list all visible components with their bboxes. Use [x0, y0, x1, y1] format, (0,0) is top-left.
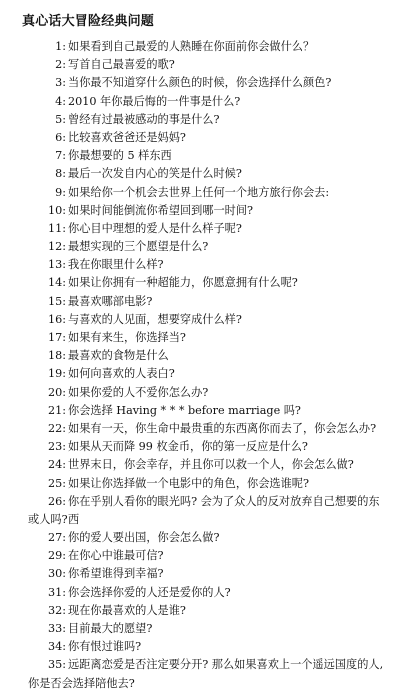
question-text: 你希望谁得到幸福?	[68, 567, 164, 581]
question-item	[0, 602, 400, 620]
question-number: 32:	[47, 603, 66, 617]
question-text: 比较喜欢爸爸还是妈妈?	[68, 130, 186, 144]
question-number: 31:	[47, 585, 66, 599]
question-number: 16:	[47, 312, 66, 326]
question-text: 曾经有过最被感动的事是什么?	[68, 112, 220, 126]
question-number: 27:	[47, 531, 66, 545]
question-item	[0, 638, 400, 656]
question-number: 34:	[47, 640, 66, 654]
question-number: 20:	[47, 385, 66, 399]
question-text: 如果你爱的人不爱你怎么办?	[68, 385, 209, 399]
question-item	[0, 111, 400, 129]
question-item	[0, 93, 400, 111]
question-text: 你最想要的 5 样东西	[68, 149, 172, 163]
question-text-continuation: 或人吗?	[28, 512, 68, 526]
question-text: 2010 年你最后悔的一件事是什么?	[68, 94, 241, 108]
question-text: 我在你眼里什么样?	[68, 258, 164, 272]
question-number: 26:	[47, 494, 66, 508]
question-item	[0, 147, 400, 165]
question-number: 4:	[55, 94, 66, 108]
question-text: 如果时间能倒流你希望回到哪一时间?	[68, 203, 253, 217]
question-number: 35:	[47, 658, 66, 672]
question-text: 你会选择你爱的人还是爱你的人?	[68, 585, 231, 599]
question-text: 最后一次发自内心的笑是什么时候?	[68, 167, 242, 181]
question-item	[0, 347, 400, 365]
question-number: 14:	[47, 276, 66, 290]
question-item	[0, 220, 400, 238]
question-text: 写首自己最喜爱的歌?	[68, 58, 175, 72]
question-item	[0, 129, 400, 147]
question-number: 10:	[47, 203, 66, 217]
question-item	[0, 456, 400, 474]
question-item	[0, 184, 400, 202]
question-text: 远距离恋爱是否注定要分开? 那么如果喜欢上一个遥远国度的人,	[68, 658, 384, 672]
question-text: 如果有一天，你生命中最贵重的东西离你而去了，你会怎么办?	[68, 421, 377, 435]
question-item	[0, 38, 400, 56]
question-item	[0, 311, 400, 329]
question-number: 29:	[47, 549, 66, 563]
question-text-continuation: 你是否会选择陪他去?	[28, 676, 135, 690]
question-item	[0, 165, 400, 183]
question-item	[0, 656, 400, 692]
question-text: 如果给你一个机会去世界上任何一个地方旅行你会去:	[68, 185, 330, 199]
question-text: 你会选择 Having * * * before marriage 吗?	[68, 403, 301, 417]
question-item	[0, 202, 400, 220]
question-text: 你的爱人要出国，你会怎么做?	[68, 531, 220, 545]
question-number: 21:	[47, 403, 66, 417]
question-item	[0, 384, 400, 402]
question-text: 如果让你拥有一种超能力，你愿意拥有什么呢?	[68, 276, 298, 290]
question-item	[0, 584, 400, 602]
question-number: 33:	[47, 622, 66, 636]
question-item	[0, 74, 400, 92]
question-item	[0, 547, 400, 565]
question-number: 24:	[47, 458, 66, 472]
question-number: 6:	[55, 130, 66, 144]
question-text: 如何向喜欢的人表白?	[68, 367, 175, 381]
question-item	[0, 402, 400, 420]
question-number: 25:	[47, 476, 66, 490]
question-number: 15:	[47, 294, 66, 308]
question-item	[0, 565, 400, 583]
question-number: 8:	[55, 167, 66, 181]
question-list	[0, 38, 400, 693]
question-number: 11:	[47, 221, 66, 235]
question-number: 2:	[55, 58, 66, 72]
question-item	[0, 256, 400, 274]
question-number: 3:	[55, 76, 66, 90]
question-item	[0, 620, 400, 638]
document-title: 真心话大冒险经典问题	[22, 14, 155, 29]
question-item	[0, 420, 400, 438]
question-text: 世界末日，你会幸存，并且你可以救一个人，你会怎么做?	[68, 458, 354, 472]
question-item	[0, 365, 400, 383]
question-item	[0, 293, 400, 311]
question-number: 18:	[47, 349, 66, 363]
question-number: 17:	[47, 331, 66, 344]
question-number: 1:	[55, 40, 66, 53]
question-text: 你在乎别人看你的眼光吗? 会为了众人的反对放弃自己想要的东西	[68, 494, 380, 526]
question-text: 你有恨过谁吗?	[68, 640, 142, 654]
question-number: 7:	[55, 149, 66, 163]
question-text: 最想实现的三个愿望是什么?	[68, 240, 209, 254]
question-text: 如果让你选择做一个电影中的角色，你会选谁呢?	[68, 476, 309, 490]
question-text: 与喜欢的人见面，想要穿成什么样?	[68, 312, 242, 326]
question-text: 在你心中谁最可信?	[68, 549, 164, 563]
question-number: 13:	[47, 258, 66, 272]
question-number: 12:	[47, 240, 66, 254]
question-item	[0, 493, 400, 529]
question-text: 如果看到自己最爱的人熟睡在你面前你会做什么？	[68, 40, 315, 53]
question-text: 当你最不知道穿什么颜色的时候，你会选择什么颜色?	[68, 76, 332, 90]
question-item	[0, 329, 400, 347]
question-item	[0, 56, 400, 74]
question-text: 如果从天而降 99 枚金币，你的第一反应是什么?	[68, 440, 308, 454]
question-item	[0, 438, 400, 456]
question-item	[0, 529, 400, 547]
question-text: 最喜欢哪部电影?	[68, 294, 153, 308]
question-number: 5:	[55, 112, 66, 126]
question-item	[0, 475, 400, 493]
question-text: 最喜欢的食物是什么	[68, 349, 169, 363]
question-text: 现在你最喜欢的人是谁?	[68, 603, 186, 617]
question-number: 22:	[47, 421, 66, 435]
question-text: 如果有来生，你选择当?	[68, 331, 186, 344]
question-text: 你心目中理想的爱人是什么样子呢?	[68, 221, 242, 235]
question-number: 9:	[55, 185, 66, 199]
question-item	[0, 274, 400, 292]
question-number: 19:	[47, 367, 66, 381]
question-number: 30:	[47, 567, 66, 581]
question-item	[0, 238, 400, 256]
question-number: 23:	[47, 440, 66, 454]
question-text: 目前最大的愿望?	[68, 622, 153, 636]
